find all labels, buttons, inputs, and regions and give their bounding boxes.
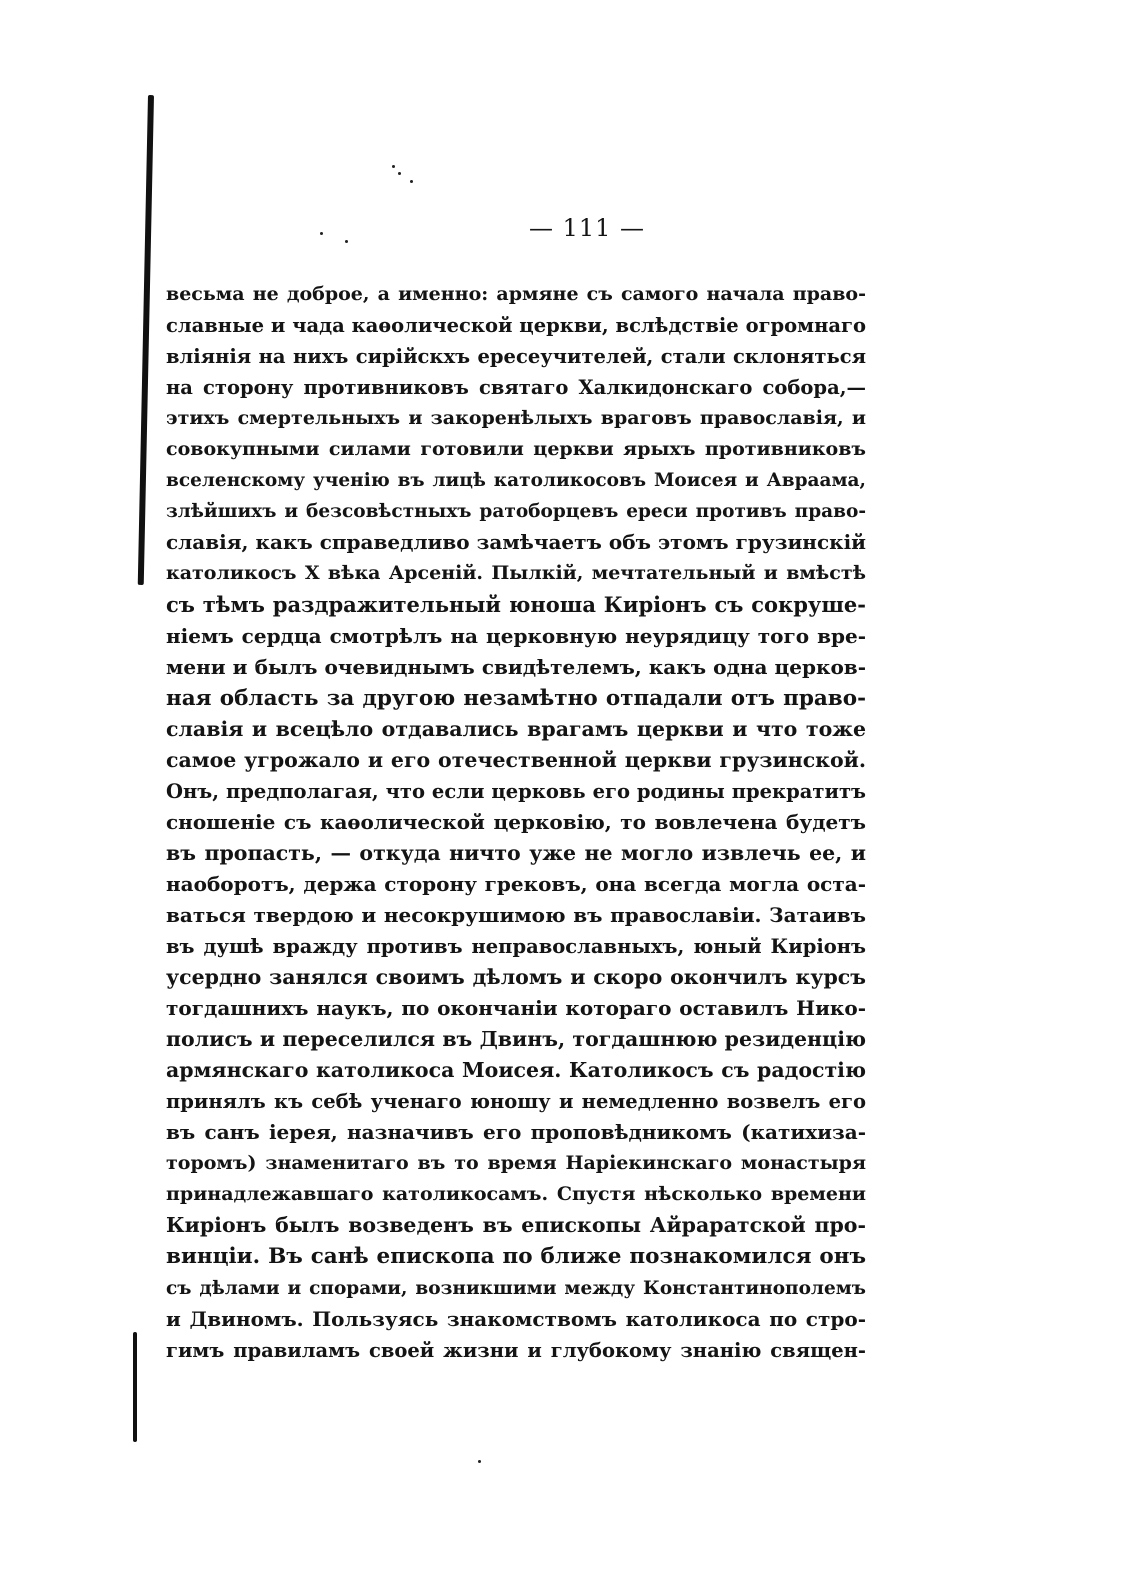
text-line: съ дѣлами и спорами, возникшими между Константинополемъ [166, 1277, 866, 1299]
text-line: армянскаго католикоса Моисея. Католикосъ съ радостію [166, 1058, 866, 1083]
text-line: полисъ и переселился въ Двинъ, тогдашнюю резиденцію [166, 1027, 866, 1052]
text-line: наоборотъ, держа сторону грековъ, она всегда могла оста- [166, 871, 866, 896]
scan-edge-mark [133, 1332, 137, 1442]
text-line: вліянія на нихъ сирійскхъ ересеучителей, стали склоняться [166, 345, 866, 369]
text-line: Онъ, предполагая, что если церковь его родины прекратитъ [166, 779, 866, 803]
text-line: тогдашнихъ наукъ, по окончаніи котораго оставилъ Нико- [166, 996, 866, 1021]
text-line: Кирiонъ былъ возведенъ въ епископы Айраратской про- [166, 1213, 866, 1238]
text-line: славія, какъ справедливо замѣчаетъ объ этомъ грузинскій [166, 530, 866, 555]
page-number: — 111 — [528, 214, 646, 242]
text-line: католикосъ X вѣка Арсеній. Пылкій, мечтательный и вмѣстѣ [166, 562, 866, 585]
text-line: мени и былъ очевиднымъ свидѣтелемъ, какъ одна церков- [166, 654, 866, 679]
text-line: славные и чада каѳолической церкви, вслѣдствіе огромнаго [166, 314, 866, 338]
text-line: гимъ правиламъ своей жизни и глубокому знанію священ- [166, 1338, 866, 1362]
text-line: ваться твердою и несокрушимою въ православіи. Затаивъ [166, 902, 866, 927]
text-line: самое угрожало и его отечественной церкви грузинской. [166, 747, 866, 772]
text-line: и Двиномъ. Пользуясь знакомствомъ католикоса по стро- [166, 1306, 866, 1331]
scan-speck [392, 165, 395, 168]
text-line: злѣйшихъ и безсовѣстныхъ ратоборцевъ ереси противъ право- [166, 501, 866, 523]
text-line: винціи. Въ санѣ епископа по ближе познакомился онъ [166, 1244, 866, 1270]
text-line: весьма не доброе, а именно: армяне съ самого начала право- [166, 283, 866, 305]
text-line: на сторону противниковъ святаго Халкидонскаго собора,— [166, 376, 866, 400]
text-line: ніемъ сердца смотрѣлъ на церковную неурядицу того вре- [166, 623, 866, 648]
text-line: славія и всецѣло отдавались врагамъ церкви и что тоже [166, 716, 866, 741]
text-line: принялъ къ себѣ ученаго юношу и немедленно возвелъ его [166, 1090, 866, 1114]
text-line: вселенскому ученію въ лицѣ католикосовъ Моисея и Авраама, [166, 470, 866, 492]
text-line: въ санъ іерея, назначивъ его проповѣдникомъ (катихиза- [166, 1120, 866, 1145]
text-line: сношеніе съ каѳолической церковію, то вовлечена будетъ [166, 809, 866, 834]
scan-speck [410, 180, 413, 183]
scan-speck [398, 172, 401, 175]
text-line: торомъ) знаменитаго въ то время Наріекинскаго монастыря [166, 1152, 866, 1175]
text-line: усердно занялся своимъ дѣломъ и скоро окончилъ курсъ [166, 965, 866, 990]
body-text [166, 279, 866, 1366]
text-line: совокупными силами готовили церкви ярыхъ противниковъ [166, 438, 866, 461]
text-line: въ пропасть, — откуда ничто уже не могло извлечь ее, и [166, 840, 866, 865]
text-line: принадлежавшаго католикосамъ. Спустя нѣсколько времени [166, 1183, 866, 1206]
scan-speck [478, 1460, 481, 1463]
text-line: ная область за другою незамѣтно отпадали отъ право- [166, 685, 866, 711]
text-line: съ тѣмъ раздражительный юноша Кирiонъ съ сокруше- [166, 592, 866, 618]
text-line: этихъ смертельныхъ и закоренѣлыхъ враговъ православія, и [166, 407, 866, 430]
text-line: въ душѣ вражду противъ неправославныхъ, юный Кирiонъ [166, 934, 866, 958]
scan-edge-mark [138, 95, 154, 585]
